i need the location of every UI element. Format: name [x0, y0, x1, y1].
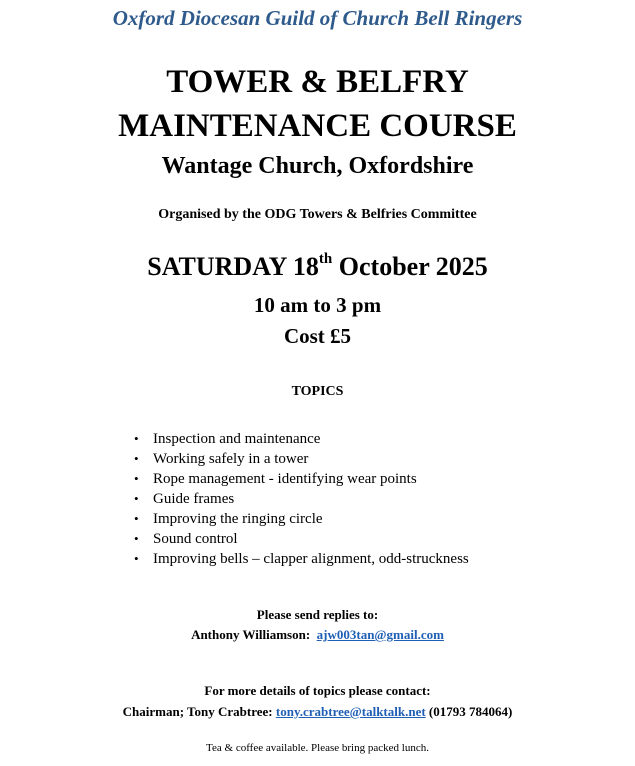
course-title	[0, 60, 635, 148]
topics-heading: TOPICS	[291, 384, 344, 399]
list-item	[131, 509, 469, 529]
bullet-icon: •	[134, 551, 139, 566]
event-time: 10 am to 3 pm	[253, 293, 382, 317]
replies-contact	[0, 627, 635, 643]
date-day: SATURDAY 18	[147, 252, 319, 281]
list-item	[131, 429, 469, 449]
replies-heading: Please send replies to:	[256, 607, 379, 622]
course-title-line-1: TOWER & BELFRY	[166, 64, 469, 100]
venue: Wantage Church, Oxfordshire	[161, 153, 474, 179]
date-month-year: October 2025	[332, 252, 488, 281]
details-chairman: Chairman; Tony Crabtree:	[122, 704, 273, 719]
details-phone: (01793 784064)	[428, 704, 513, 719]
bullet-icon: •	[134, 511, 139, 526]
date-ordinal: th	[318, 251, 333, 267]
guild-name: Oxford Diocesan Guild of Church Bell Ringers	[112, 6, 523, 30]
list-item	[131, 469, 469, 489]
organiser: Organised by the ODG Towers & Belfries Committee	[158, 207, 477, 222]
topic-label: Working safely in a tower	[153, 451, 309, 467]
topic-label: Improving bells – clapper alignment, odd-struckness	[153, 551, 469, 567]
topic-label: Inspection and maintenance	[153, 431, 321, 447]
replies-email-link[interactable]: ajw003tan@gmail.com	[316, 627, 444, 642]
list-item	[131, 489, 469, 509]
list-item	[131, 449, 469, 469]
details-heading: For more details of topics please contact:	[204, 683, 431, 698]
bullet-icon: •	[134, 531, 139, 546]
topic-label: Rope management - identifying wear points	[153, 471, 417, 487]
details-email-link[interactable]: tony.crabtree@talktalk.net	[275, 704, 426, 719]
footer-note: Tea & coffee available. Please bring packed lunch.	[206, 742, 429, 754]
event-date	[0, 252, 635, 282]
bullet-icon: •	[134, 471, 139, 486]
bullet-icon: •	[134, 431, 139, 446]
list-item	[131, 549, 469, 569]
list-item	[131, 529, 469, 549]
bullet-icon: •	[134, 491, 139, 506]
details-contact	[0, 704, 635, 720]
topic-label: Guide frames	[153, 491, 235, 507]
course-title-line-2: MAINTENANCE COURSE	[118, 108, 517, 144]
topic-label: Sound control	[153, 531, 238, 547]
replies-name: Anthony Williamson:	[191, 627, 311, 642]
topic-label: Improving the ringing circle	[153, 511, 323, 527]
bullet-icon: •	[134, 451, 139, 466]
topics-list	[131, 429, 469, 569]
event-cost: Cost £5	[283, 324, 352, 348]
